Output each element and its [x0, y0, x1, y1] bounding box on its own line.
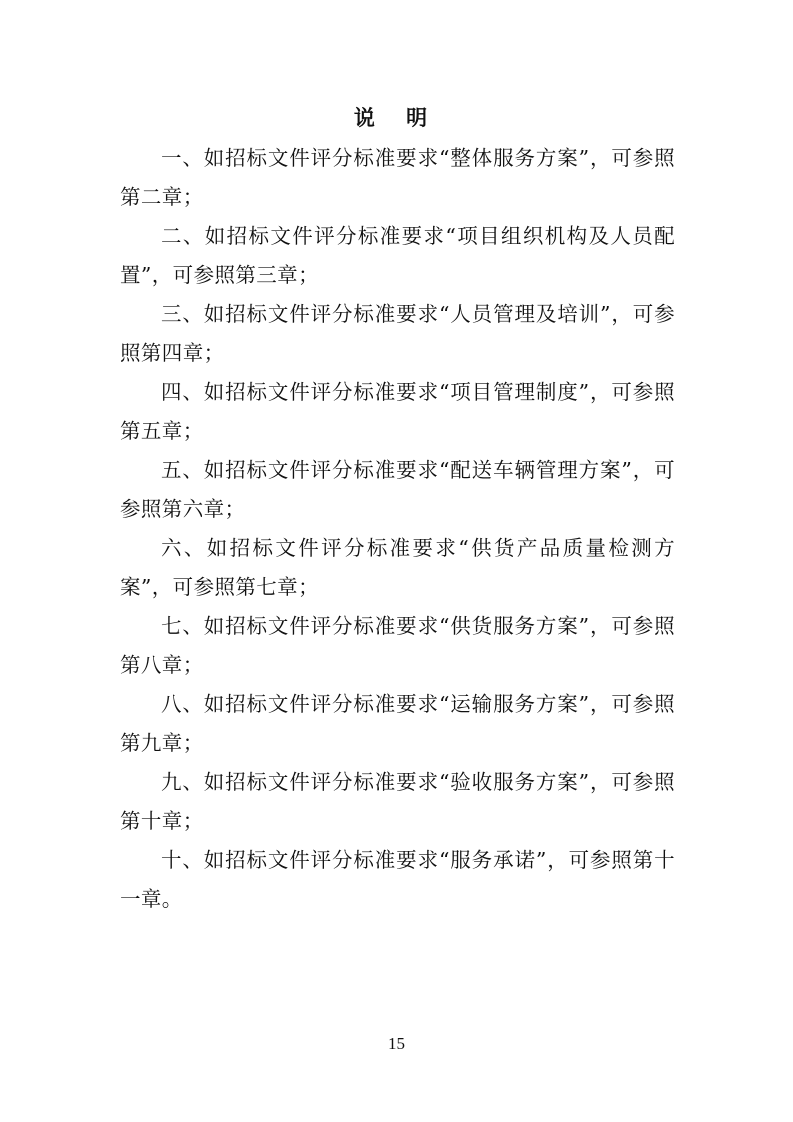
paragraph-1: 一、如招标文件评分标准要求“整体服务方案”，可参照第二章；: [120, 146, 675, 209]
document-body: [120, 139, 675, 919]
page-title: 说 明: [353, 105, 440, 130]
paragraph-5: 五、如招标文件评分标准要求“配送车辆管理方案”，可参照第六章；: [120, 458, 675, 521]
page-number: 15: [388, 1034, 405, 1053]
paragraph-8: 八、如招标文件评分标准要求“运输服务方案”，可参照第九章；: [120, 692, 675, 755]
paragraph-9: 九、如招标文件评分标准要求“验收服务方案”，可参照第十章；: [120, 770, 675, 833]
paragraph-3: 三、如招标文件评分标准要求“人员管理及培训”，可参照第四章；: [120, 302, 675, 365]
paragraph-6: 六、如招标文件评分标准要求“供货产品质量检测方案”，可参照第七章；: [120, 536, 675, 599]
paragraph-10: 十、如招标文件评分标准要求“服务承诺”，可参照第十一章。: [120, 848, 675, 911]
paragraph-2: 二、如招标文件评分标准要求“项目组织机构及人员配置”，可参照第三章；: [120, 224, 675, 287]
paragraph-4: 四、如招标文件评分标准要求“项目管理制度”，可参照第五章；: [120, 380, 675, 443]
paragraph-7: 七、如招标文件评分标准要求“供货服务方案”，可参照第八章；: [120, 614, 675, 677]
